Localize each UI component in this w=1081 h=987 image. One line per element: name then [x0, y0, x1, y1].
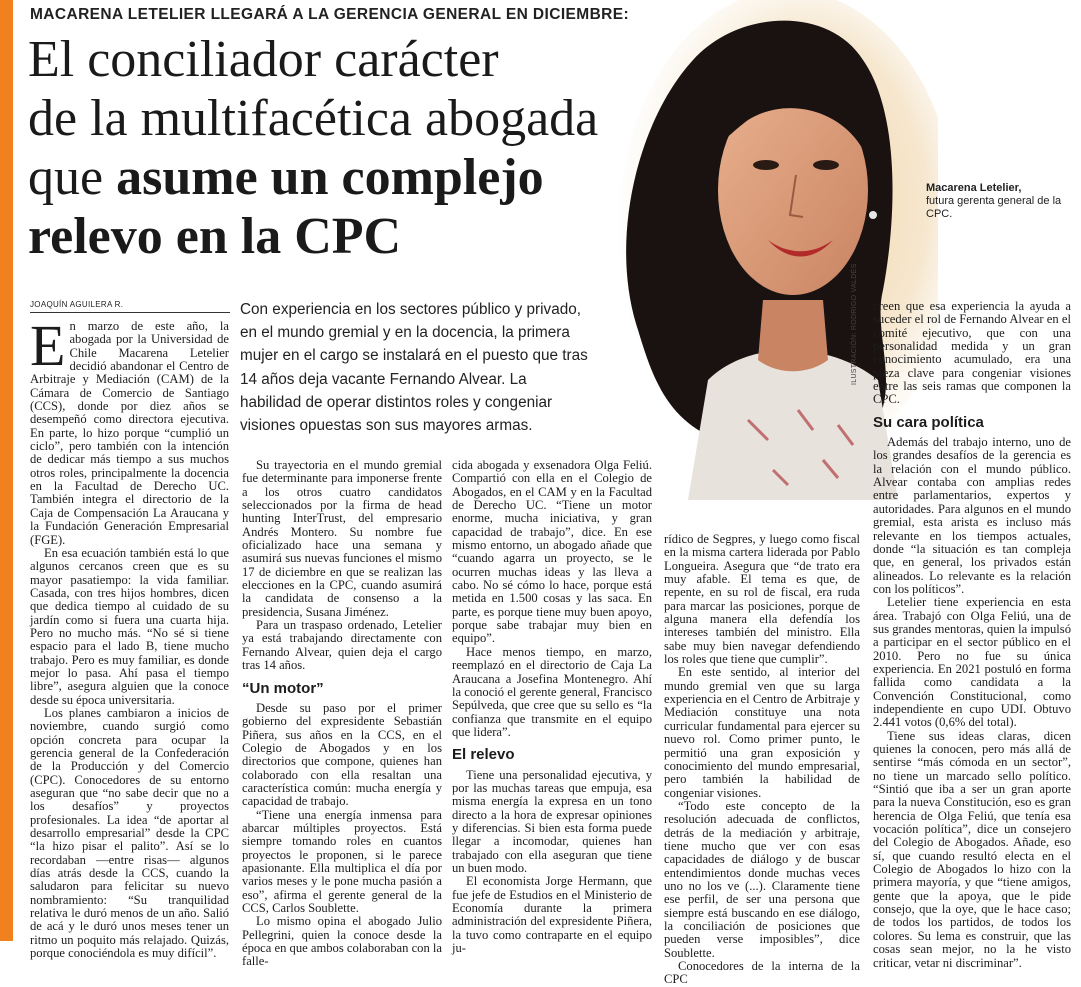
body-column-2 [242, 459, 442, 969]
paragraph: “Todo este concepto de la resolución adecuada de conflictos, detrás de la mediación y arbitraje, tiene mucho que ver con esas capacidades de diálogo y de buscar entendimientos donde muchas veces uno no los ve (...). Claramente tiene ese perfil, de ser una persona que siempre está buscando en ese diálogo, la conciliación de posiciones que pueden verse imposibles”, dice Soublette. [664, 798, 860, 960]
paragraph: Su trayectoria en el mundo gremial fue determinante para imponerse frente a los otros cuatro candidatos seleccionados por la firma de head hunting InterTrust, del empresario Andrés Montero. Su nombre fue oficializado hace una semana y asumirá sus nuevas funciones el mismo 17 de diciembre en que se realizan las elecciones en la CPC, cuando asumirá la candidata de consenso a la presidencia, Susana Jiménez. [242, 458, 442, 619]
paragraph [30, 313, 229, 547]
kicker: MACARENA LETELIER LLEGARÁ A LA GERENCIA GENERAL EN DICIEMBRE: [30, 6, 630, 23]
body-column-4 [664, 533, 860, 987]
subheading-el-relevo: El relevo [452, 746, 515, 764]
portrait-right-eye [813, 160, 839, 170]
headline [28, 30, 668, 266]
subheading-su-cara-politica: Su cara política [873, 413, 984, 431]
portrait-earring [869, 211, 877, 219]
paragraph: Letelier tiene experiencia en esta área. Trabajó con Olga Feliú, una de sus grandes mentoras, quien la impulsó a participar en el sector público en el 2010. Pero no fue su única experiencia. En 2021 postuló en forma fallida como candidata a la Convención Constitucional, como independiente en cupo UDI. Obtuvo 2.441 votos (0,6% del total). [873, 595, 1071, 730]
paragraph: rídico de Segpres, y luego como fiscal en la misma cartera liderada por Pablo Longueira. Asegura que “de trato era muy afable. El tema es que, de repente, en su rol de fiscal, era ruda para marcar las posiciones, porque de alguna manera ella defendía los intereses también del ministro. Ella sabe muy bien navegar defendiendo los roles que tiene que cumplir”. [664, 532, 860, 667]
paragraph: Lo mismo opina el abogado Julio Pellegrini, quien la conoce desde la época en que ambos colaboraban con la falle- [242, 914, 443, 969]
paragraph: Para un traspaso ordenado, Letelier ya está trabajando directamente con Fernando Alvear, quien deja el cargo tras 14 años. [242, 618, 442, 673]
portrait-neck [758, 300, 828, 371]
headline-line-4: relevo en la CPC [28, 208, 402, 265]
lead-paragraph: Con experiencia en los sectores público y privado, en el mundo gremial y en la docencia, la primera mujer en el cargo se instalará en el puesto que tras 14 años deja vacante Fernando Alvear. La habilidad de operar distintos roles y congeniar visiones opuestas son sus mayores armas. [240, 301, 588, 435]
accent-bar [0, 0, 13, 941]
body-column-3 [452, 459, 652, 955]
headline-line-2: de la multifacética abogada [28, 90, 599, 147]
drop-cap: E [30, 313, 66, 378]
headline-line-3-regular: que [28, 149, 117, 206]
paragraph: En esa ecuación también está lo que algunos cercanos creen que es su mayor pasatiempo: la vida familiar. Casada, con tres hijos hombres, dicen que dedica tiempo al cuidado de su jardín como si fuera una cuarta hija. Pero no mucho más. “No sé si tiene espacio para el lado B, tiene mucho trabajo. Pero es muy familiar, es donde mejor lo pasa. Ahí pasa el tiempo libre”, asegura alguien que la conoce desde su época universitaria. [30, 545, 229, 707]
body-column-1 [30, 313, 229, 961]
portrait-left-eye [753, 160, 779, 170]
headline-line-1: El conciliador carácter [28, 31, 499, 88]
photo-caption [926, 182, 1076, 221]
paragraph: Conocedores de la interna de la CPC [664, 959, 860, 987]
headline-line-3-bold: asume un complejo [116, 149, 544, 206]
headline-line-3 [28, 148, 668, 207]
caption-name: Macarena Letelier, [926, 182, 1022, 194]
portrait-shoulders [688, 350, 898, 500]
paragraph: En este sentido, al interior del mundo gremial ven que su larga experiencia en el Centro de Arbitraje y Mediación constituye una nota curricular fundamental para ejercer su nuevo rol. Como primer punto, le permitió una gran exposición y conocimiento del mundo empresarial, pero también la habilidad de congeniar visiones. [664, 665, 860, 800]
paragraph: cida abogada y exsenadora Olga Feliú. Compartió con ella en el Colegio de Abogados, en el CAM y en la Facultad de Derecho UC. “Tiene un motor enorme, mucha iniciativa, y gran capacidad de trabajo”, dice. En ese mismo entorno, un abogado añade que “cuando agarra un proyecto, se le ocurren muchas ideas y las lleva a cabo. No sé cómo lo hace, porque está metida en 1.500 cosas y las saca. En parte, es porque tiene muy buen apoyo, porque sabe trabajar muy bien en equipo”. [452, 458, 652, 646]
subheading-un-motor: “Un motor” [242, 679, 324, 697]
paragraph: Tiene sus ideas claras, dicen quienes la conocen, pero más allá de sentirse “más cómoda en un sector”, no tiene un marcado sello político. “Sintió que iba a ser un gran aporte para la nueva Constitución, eso es gran herencia de Olga Feliú, que tenía esa vocación política”, dice un consejero del Colegio de Abogados. Añade, eso sí, que cuando resultó electa en el Colegio de Abogados lo hizo con la primera mayoría, y que “tiene amigos, gente que la apoya, que le pide consejo, que la oye, que le hace caso; de todos los partidos, de todos los colores. Su lema es construir, que las cosas sean mejor, no la he visto criticar, vetar ni discriminar”. [873, 728, 1071, 970]
paragraph: Tiene una personalidad ejecutiva, y por las muchas tareas que empuja, esa misma energía la expresa en un tono directo a la hora de expresar opiniones y diferencias. Si bien esta forma puede llegar a incomodar, quienes han trabajado con ella aseguran que tiene un buen modo. [452, 767, 652, 875]
caption-text: futura gerenta general de la CPC. [926, 195, 1062, 220]
paragraph: creen que esa experiencia la ayuda a suceder el rol de Fernando Alvear en el comité ejecutivo, que con una personalidad medida y un gran conocimiento acumulado, era una pieza clave para congeniar visiones entre las seis ramas que componen la CPC. [873, 299, 1071, 407]
paragraph: Los planes cambiaron a inicios de noviembre, cuando surgió como opción concreta para ocupar la gerencia general de la Confederación de la Producción y del Comercio (CPC). Conocedores de su entorno aseguran que “no sabe decir que no a los desafíos” y proyectos profesionales. La idea “de aportar al desarrollo empresarial” desde la CPC “la hizo pisar el palito”. Así se lo recordaban —entre risas— algunos días atrás desde la CCS, cuando la saludaron para felicitar su nuevo nombramiento: “Su tranquilidad relativa le duró menos de un año. Salió de acá y le duró unos meses tener un ritmo un poquito más relajado. Quizás, porque conociéndola es muy difícil”. [30, 705, 229, 961]
paragraph: El economista Jorge Hermann, que fue jefe de Estudios en el Ministerio de Economía durante la primera administración del expresidente Piñera, la tuvo como contraparte en el equipo ju- [452, 874, 652, 956]
byline: JOAQUÍN AGUILERA R. [30, 300, 124, 309]
photo-credit: ILUSTRACIÓN: RODRIGO VALDÉS [851, 263, 858, 385]
paragraph: Hace menos tiempo, en marzo, reemplazó en el directorio de Caja La Araucana a Josefina Montenegro. Ahí la conoció el gerente general, Francisco Sepúlveda, que cree que su sello es “la confianza que transmite en el equipo que lidera”. [452, 644, 653, 739]
paragraph-text: n marzo de este año, la abogada por la Universidad de Chile Macarena Letelier decidió abandonar el Centro de Arbitraje y Mediación (CAM) de la Cámara de Comercio de Santiago (CCS), donde por diez años se desempeñó como directora ejecutiva. En parte, lo hizo porque “cumplió un ciclo”, pero también con la intención de dedicar más tiempo a sus muchos otros roles, principalmente la docencia en la Facultad de Derecho UC. También integra el directorio de la Caja de Compensación La Araucana y la Fundación Generación Empresarial (FGE). [30, 319, 229, 547]
paragraph: Además del trabajo interno, uno de los grandes desafíos de la gerencia es la relación con el mundo público. Alvear contaba con amplias redes entre parlamentarios, expertos y autoridades. Para algunos en el mundo gremial, esta arista es incluso más relevante en los tiempos actuales, donde “la situación es tan compleja que, en general, los privados están alineados. Lo relevante es la relación con los políticos”. [873, 435, 1071, 596]
paragraph: “Tiene una energía inmensa para abarcar múltiples proyectos. Está siempre tomando roles en cuantos proyectos le proponen, si le parece apasionante. Ella multiplica el día por varios meses y le pone mucha pasión a eso”, afirma el gerente general de la CCS, Carlos Soublette. [242, 807, 442, 915]
paragraph: Desde su paso por el primer gobierno del expresidente Sebastián Piñera, sus años en la CCS, en el Colegio de Abogados y en los directorios que compone, quienes han colaborado con ella resaltan una característica común: mucha energía y capacidad de trabajo. [242, 700, 442, 809]
body-column-5 [873, 300, 1071, 970]
